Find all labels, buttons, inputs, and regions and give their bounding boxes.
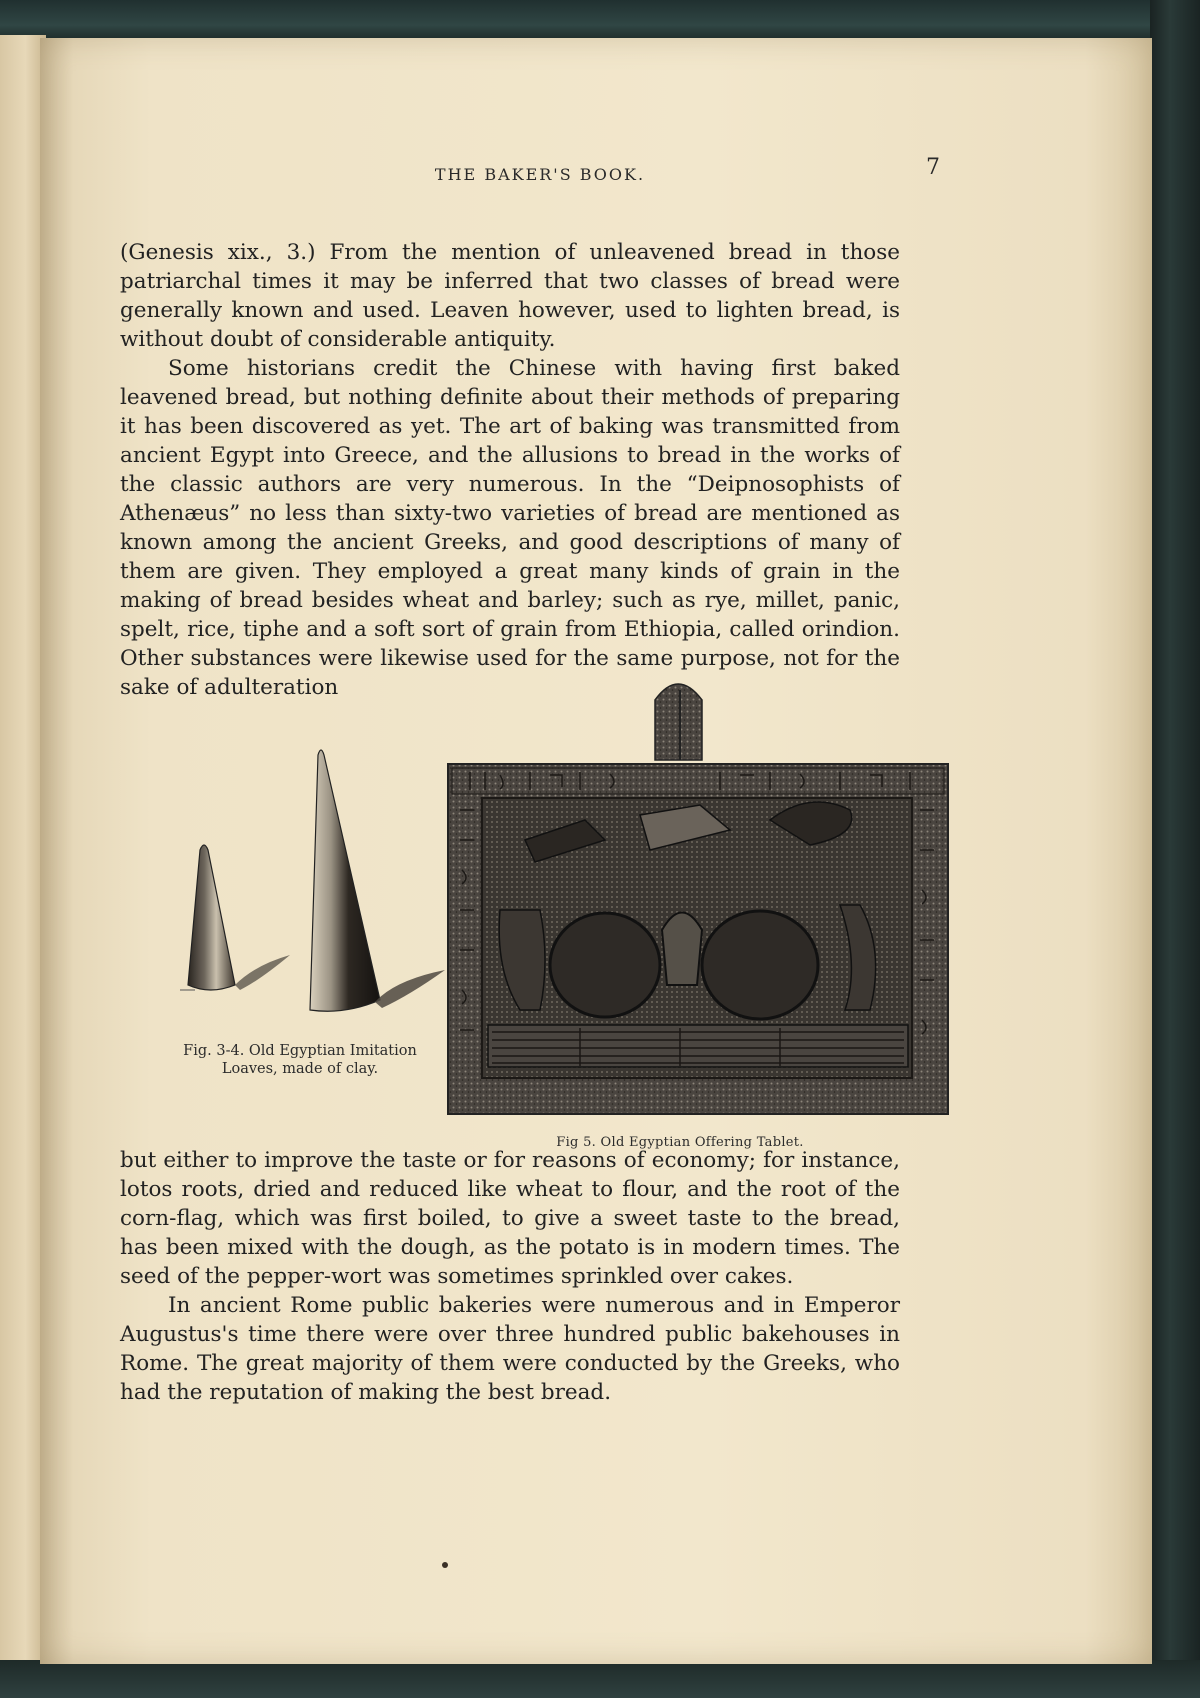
- book-binding-bottom: [0, 1660, 1200, 1698]
- running-title: THE BAKER'S BOOK.: [434, 165, 646, 184]
- paragraph: In ancient Rome public bakeries were numerous and in Emperor Augustus's time there were over three hundred public bakehouses in Rome. The great majority of them were conducted by the Greeks, who had the reputation of making the best bread.: [120, 1293, 900, 1405]
- loaf-small-shadow: [235, 955, 290, 990]
- clay-loaves-illustration: [160, 740, 450, 1040]
- ink-speck: [442, 1562, 448, 1568]
- paragraph: Some historians credit the Chinese with having first baked leavened bread, but nothing definite about their methods of preparing it has been discovered as yet. The art of baking was transmitted from ancient Egypt into Greece, and the allusions to bread in the works of the classic authors are very numerous. In the “Deipnosophists of Athenæus” no less than sixty-two varieties of bread are mentioned as known among the ancient Greeks, and good descriptions of many of them are given. They employed a great many kinds of grain in the making of bread besides wheat and barley; such as rye, millet, panic, spelt, rice, tiphe and a soft sort of grain from Ethiopia, called orindion. Other substances were likewise used for the same purpose, not for the sake of adulteration: [120, 356, 900, 700]
- offering-tablet-illustration: [440, 680, 960, 1120]
- loaf-tall: [310, 750, 380, 1011]
- tablet-caption: Fig 5. Old Egyptian Offering Tablet.: [556, 1135, 804, 1150]
- loaf-small: [188, 845, 235, 990]
- loaf-tall-shadow: [375, 970, 445, 1008]
- body-text-bottom: [120, 1146, 900, 1407]
- page-number: 7: [926, 155, 940, 180]
- loaves-caption: [150, 1042, 450, 1078]
- body-text-top: [120, 238, 900, 702]
- paragraph: (Genesis xix., 3.) From the mention of unleavened bread in those patriarchal times it may be inferred that two classes of bread were generally known and used. Leaven however, used to lighten bread, is without doubt of considerable antiquity.: [120, 240, 900, 352]
- loaves-caption-line: Fig. 3-4. Old Egyptian Imitation: [183, 1043, 417, 1059]
- book-binding-right: [1150, 0, 1200, 1698]
- paragraph: but either to improve the taste or for reasons of economy; for instance, lotos roots, dried and reduced like wheat to flour, and the root of the corn-flag, which was first boiled, to give a sweet taste to the bread, has been mixed with the dough, as the potato is in modern times. The seed of the pepper-wort was sometimes sprinkled over cakes.: [120, 1148, 900, 1289]
- page-header: [110, 155, 970, 195]
- loaves-caption-line: Loaves, made of clay.: [221, 1061, 379, 1077]
- book-binding-top: [0, 0, 1200, 42]
